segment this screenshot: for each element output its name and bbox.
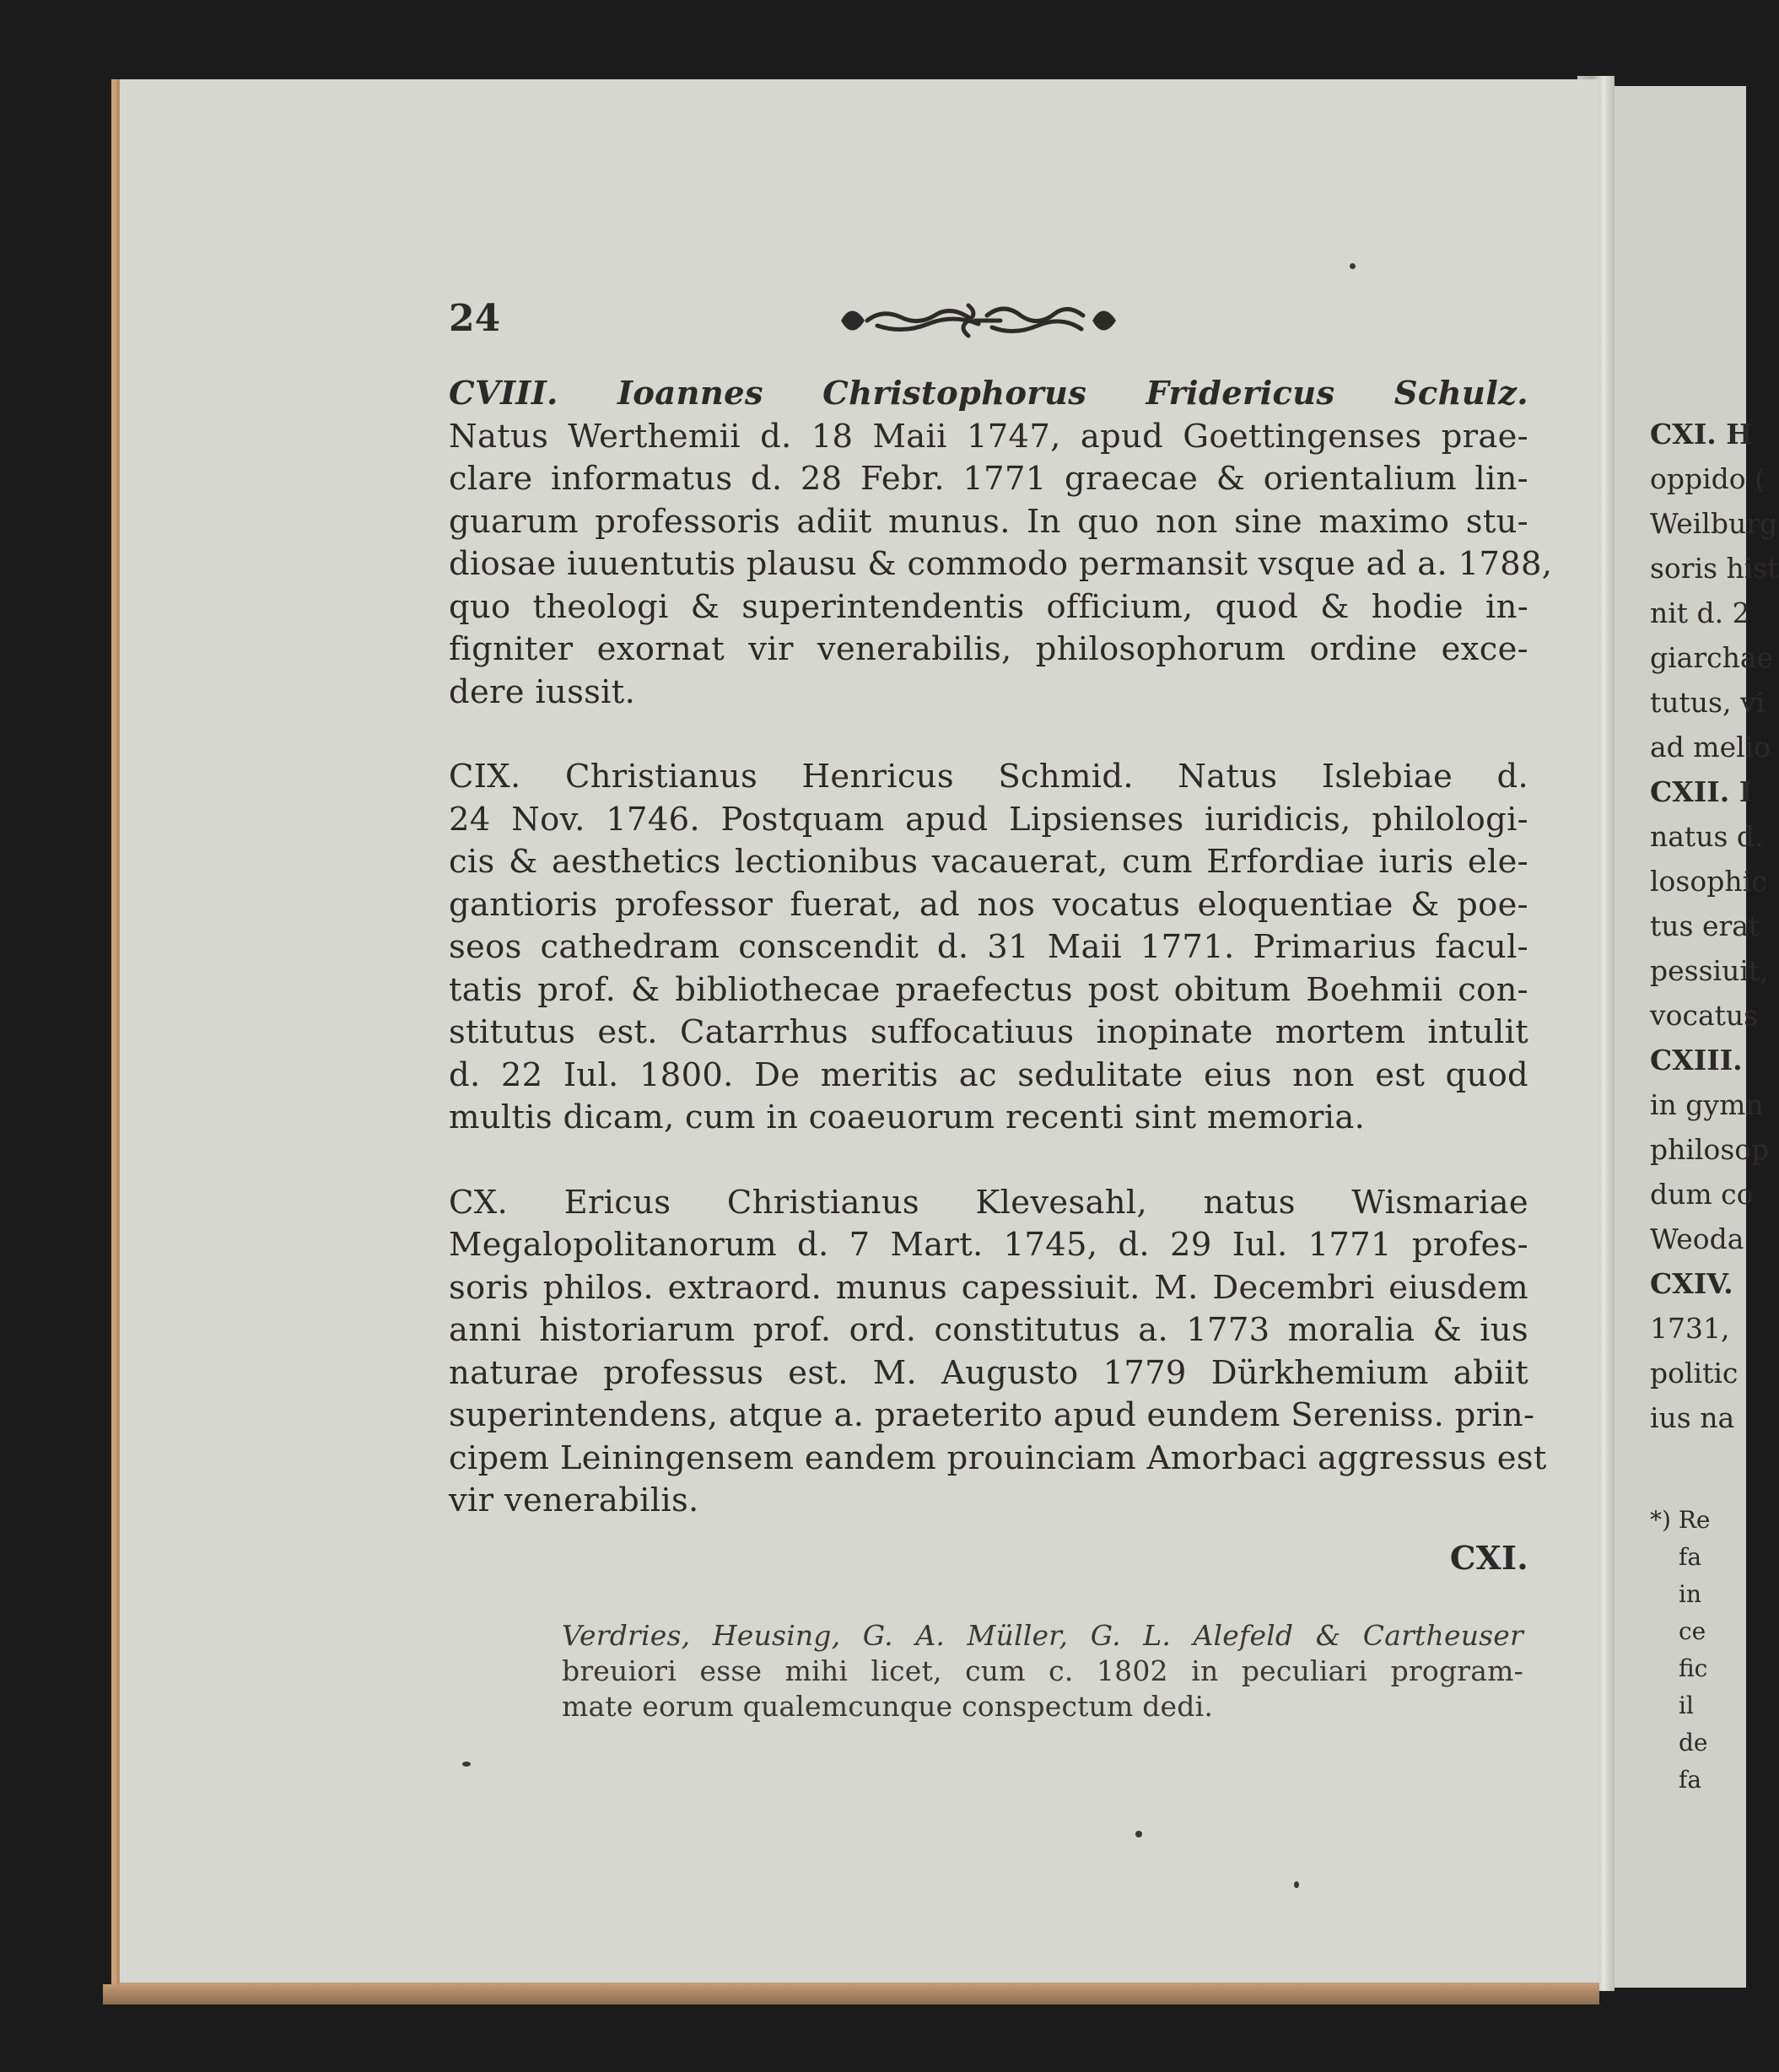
facing-line: natus d.	[1650, 820, 1764, 853]
facing-page-text	[1650, 412, 1779, 1440]
facing-line: philosop	[1650, 1133, 1770, 1166]
facing-page-footnote	[1650, 1502, 1746, 1799]
footnote	[562, 1618, 1523, 1724]
facing-line: ius na	[1650, 1401, 1735, 1434]
text-line: CIX. Christianus Henricus Schmid. Natus Islebiae d.	[449, 758, 1528, 796]
facing-footnote-line: fic	[1679, 1654, 1708, 1682]
facing-footnote-line: fa	[1679, 1766, 1702, 1794]
text-line: seos cathedram conscendit d. 31 Maii 1771. Primarius facul-	[449, 928, 1528, 966]
facing-line: tutus, vi	[1650, 686, 1766, 719]
paper-speck	[1294, 1881, 1299, 1888]
page-header	[449, 297, 1528, 348]
paper-speck	[462, 1762, 471, 1767]
text-line: diosae iuuentutis plausu & commodo permansit vsque ad a. 1788,	[449, 545, 1553, 583]
facing-footnote-line: ce	[1679, 1617, 1706, 1645]
facing-line: soris hist	[1650, 552, 1779, 585]
text-line: soris philos. extraord. munus capessiuit. M. Decembri eiusdem	[449, 1268, 1528, 1307]
footnote-line: breuiori esse mihi licet, cum c. 1802 in peculiari program-	[562, 1654, 1523, 1687]
facing-line: ad melio	[1650, 731, 1771, 764]
text-line: quo theologi & superintendentis officium, quod & hodie in-	[449, 587, 1528, 626]
facing-footnote-line: de	[1679, 1729, 1708, 1756]
printer-ornament-icon	[827, 297, 1130, 344]
text-line: CX. Ericus Christianus Klevesahl, natus Wismariae	[449, 1183, 1528, 1222]
facing-line: dum co	[1650, 1178, 1754, 1211]
main-text	[449, 373, 1553, 1580]
facing-footnote-line: *) Re	[1650, 1506, 1711, 1534]
facing-line: oppido (	[1650, 462, 1766, 495]
entry-cix	[449, 756, 1528, 1140]
facing-footnote-line: il	[1679, 1692, 1694, 1719]
facing-line: CXIV.	[1650, 1267, 1733, 1300]
text-line: cis & aesthetics lectionibus vacauerat, cum Erfordiae iuris ele-	[449, 843, 1528, 881]
text-line: d. 22 Iul. 1800. De meritis ac sedulitate eius non est quod	[449, 1055, 1528, 1094]
facing-line: Weoda	[1650, 1222, 1744, 1255]
facing-line: CXI. H	[1650, 418, 1753, 451]
facing-line: in gymn	[1650, 1088, 1764, 1121]
text-line: 24 Nov. 1746. Postquam apud Lipsienses iuridicis, philologi-	[449, 800, 1528, 839]
text-line: gantioris professor fuerat, ad nos vocatus eloquentiae & poe-	[449, 885, 1528, 924]
facing-line: CXII. I	[1650, 775, 1753, 808]
text-line: Natus Werthemii d. 18 Maii 1747, apud Goettingenses prae-	[449, 417, 1528, 456]
text-line: anni historiarum prof. ord. constitutus a. 1773 moralia & ius	[449, 1311, 1528, 1349]
facing-line: politic	[1650, 1357, 1739, 1389]
facing-line: vocatus	[1650, 999, 1759, 1032]
facing-line: CXIII.	[1650, 1044, 1743, 1076]
facing-line: tus erat	[1650, 909, 1760, 942]
text-line: stitutus est. Catarrhus suffocatiuus inopinate mortem intulit	[449, 1013, 1528, 1051]
text-line: guarum professoris adiit munus. In quo non sine maximo stu-	[449, 502, 1528, 541]
text-line: cipem Leiningensem eandem prouinciam Amorbaci aggressus est	[449, 1438, 1547, 1477]
facing-footnote-line: in	[1679, 1580, 1701, 1608]
paper-speck	[1135, 1831, 1142, 1837]
text-line: CVIII. Ioannes Christophorus Fridericus Schulz.	[449, 375, 1528, 413]
footnote-line: mate eorum qualemcunque conspectum dedi.	[562, 1690, 1214, 1723]
text-line: superintendens, atque a. praeterito apud eundem Sereniss. prin-	[449, 1396, 1535, 1434]
text-line: Megalopolitanorum d. 7 Mart. 1745, d. 29 Iul. 1771 profes-	[449, 1226, 1528, 1264]
facing-line: 1731,	[1650, 1312, 1730, 1345]
facing-line: nit d. 2	[1650, 596, 1750, 629]
paper-speck	[1350, 263, 1356, 269]
entry-cviii	[449, 373, 1553, 714]
facing-line: losophic	[1650, 865, 1767, 898]
facing-footnote-line: fa	[1679, 1543, 1702, 1571]
catchword: CXI.	[1449, 1539, 1528, 1578]
facing-line: Weilburg	[1650, 507, 1778, 540]
page-edge	[103, 1984, 1599, 2005]
text-line: tatis prof. & bibliothecae praefectus post obitum Boehmii con-	[449, 970, 1528, 1009]
facing-line: pessiuit,	[1650, 954, 1769, 987]
page-number: 24	[449, 297, 501, 340]
text-line: dere iussit.	[449, 672, 636, 711]
text-line: vir venerabilis.	[449, 1481, 699, 1519]
text-line: clare informatus d. 28 Febr. 1771 graecae & orientalium lin-	[449, 460, 1528, 498]
text-line: multis dicam, cum in coaeuorum recenti sint memoria.	[449, 1098, 1366, 1136]
entry-cx	[449, 1182, 1547, 1523]
footnote-line: Verdries, Heusing, G. A. Müller, G. L. Alefeld & Cartheuser	[562, 1619, 1523, 1652]
facing-line: giarchae	[1650, 641, 1774, 674]
text-line: figniter exornat vir venerabilis, philosophorum ordine exce-	[449, 630, 1528, 668]
text-line: naturae professus est. M. Augusto 1779 Dürkhemium abiit	[449, 1353, 1528, 1392]
